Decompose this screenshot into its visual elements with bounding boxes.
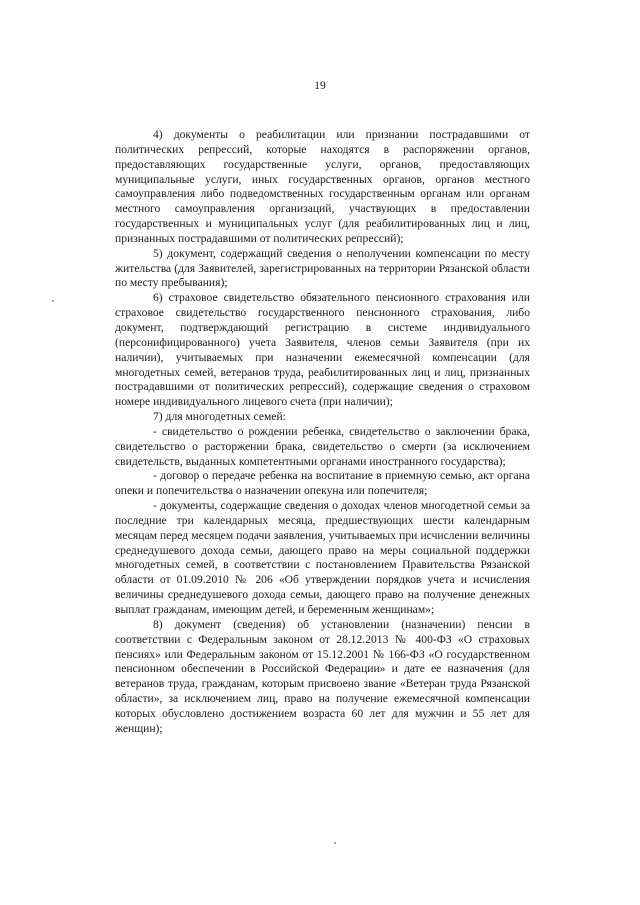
scan-speck — [52, 300, 54, 302]
paragraph-item-7-income-documents: - документы, содержащие сведения о доходах членов многодетной семьи за последние три календарных месяца, предшествующих шести календарным месяцам перед месяцем подачи заявления, учитываемых при исчислении величины среднедушевого дохода семьи, дающего право на меры социальной поддержки многодетных семей, в соответствии с постановлением Правительства Рязанской области от 01.09.2010 № 206 «Об утверждении порядков учета и исчисления величины среднедушевого дохода семьи, дающего право на получение денежных выплат гражданам, имеющим детей, и беременным женщинам»; — [115, 499, 530, 616]
paragraph-item-4: 4) документы о реабилитации или признании пострадавшими от политических репрессий, которые находятся в распоряжении органов, предоставляющих государственные услуги, органов, предоставляющих муниципальные услуги, иных государственных органов, органов местного самоуправления либо подведомственных государственным органам или органам местного самоуправления организаций, участвующих в предоставлении государственных и муниципальных услуг (для реабилитированных лиц и лиц, признанных пострадавшими от политических репрессий); — [115, 128, 530, 245]
paragraph-item-8: 8) документ (сведения) об установлении (назначении) пенсии в соответствии с Федеральным законом от 28.12.2013 № 400-ФЗ «О страховых пенсиях» или Федеральным законом от 15.12.2001 № 166-ФЗ «О государственном пенсионном обеспечении в Российской Федерации» и дате ее назначения (для ветеранов труда, гражданам, которым присвоено звание «Ветеран труда Рязанской области», за исключением лиц, право на получение ежемесячной компенсации которых обусловлено достижением возраста 60 лет для мужчин и 55 лет для женщин); — [115, 617, 530, 735]
page-number: 19 — [314, 80, 326, 92]
document-body — [115, 128, 530, 737]
paragraph-item-6: 6) страховое свидетельство обязательного пенсионного страхования или страховое свидетельство государственного пенсионного страхования, либо документ, подтверждающий регистрацию в системе индивидуального (персонифицированного) учета Заявителя, членов семьи Заявителя (при их наличии), учитываемых при назначении ежемесячной компенсации (для многодетных семей, ветеранов труда, реабилитированных лиц и лиц, признанных пострадавшими от политических репрессий), содержащие сведения о страховом номере индивидуального лицевого счета (при наличии); — [115, 291, 530, 409]
paragraph-item-5: 5) документ, содержащий сведения о неполучении компенсации по месту жительства (для Заявителей, зарегистрированных на территории Рязанской области по месту пребывания); — [115, 246, 530, 290]
paragraph-item-7-birth-certificates: - свидетельство о рождении ребенка, свидетельство о заключении брака, свидетельство о расторжении брака, свидетельство о смерти (за исключением свидетельств, выданных компетентными органами иностранного государства); — [115, 424, 530, 468]
scan-speck — [334, 842, 336, 844]
paragraph-item-7-foster-agreement: - договор о передаче ребенка на воспитание в приемную семью, акт органа опеки и попечительства о назначении опекуна или попечителя; — [115, 469, 530, 498]
paragraph-item-7: 7) для многодетных семей: — [153, 410, 286, 424]
